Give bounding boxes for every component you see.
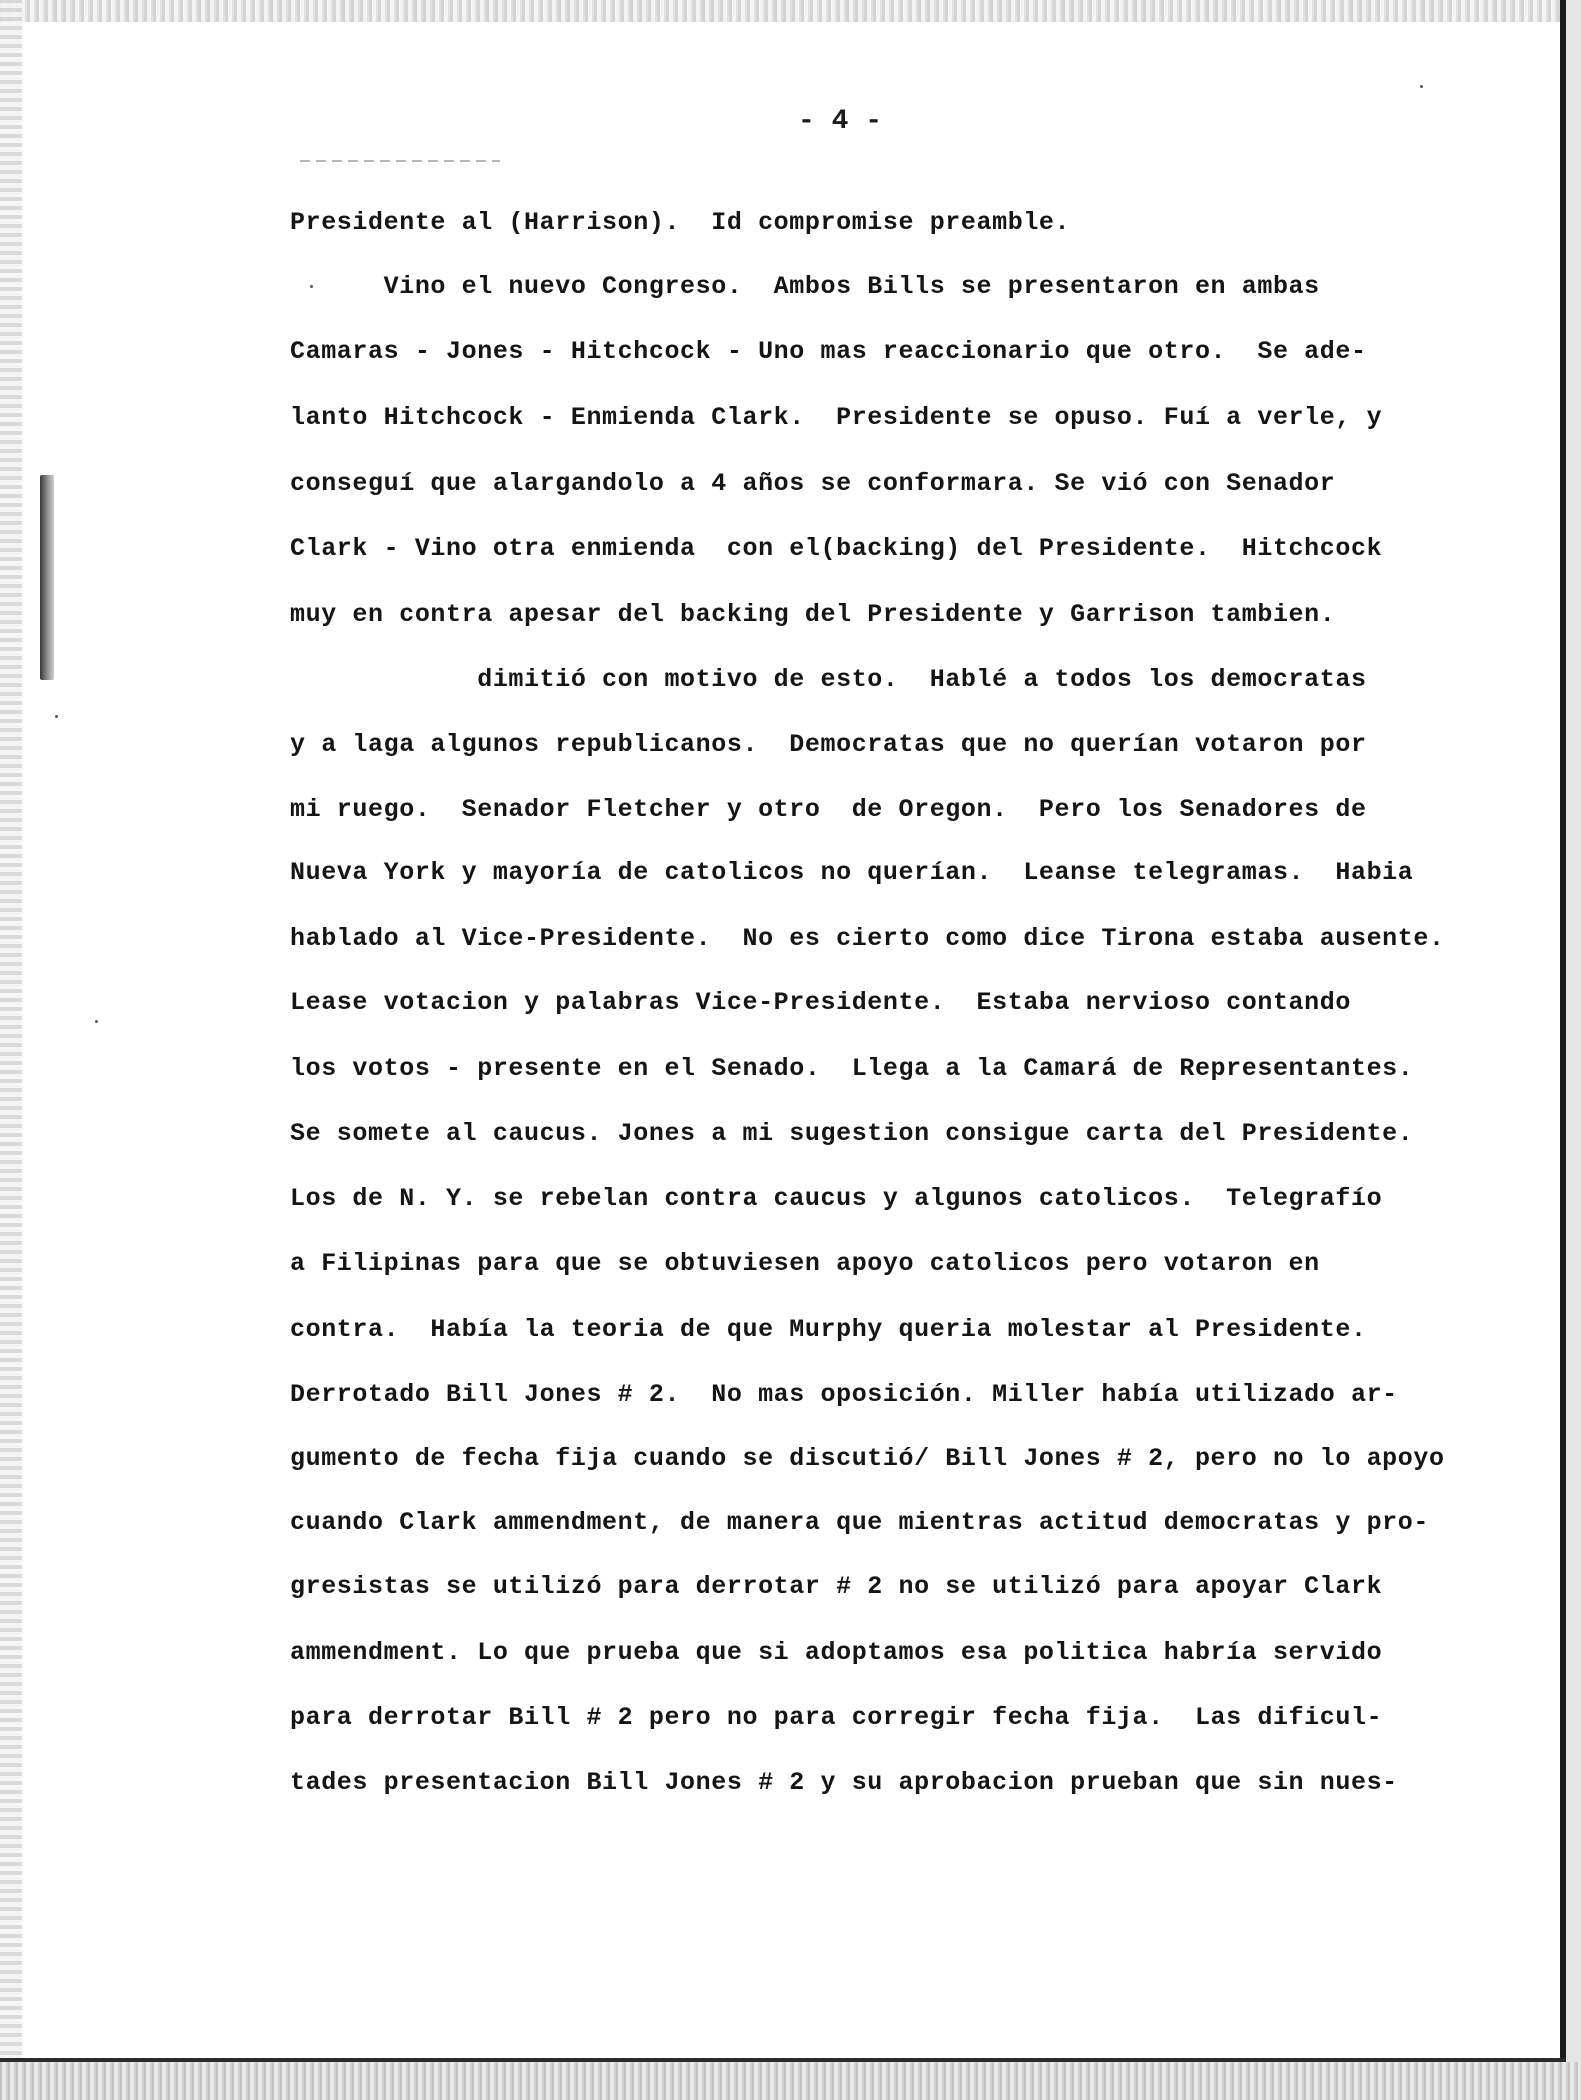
text-line: Vino el nuevo Congreso. Ambos Bills se presentaron en ambas — [290, 272, 1320, 301]
text-line: Los de N. Y. se rebelan contra caucus y algunos catolicos. Telegrafío — [290, 1184, 1383, 1213]
text-line: Camaras - Jones - Hitchcock - Uno mas reaccionario que otro. Se ade- — [290, 337, 1367, 366]
text-line: lanto Hitchcock - Enmienda Clark. Presidente se opuso. Fuí a verle, y — [290, 403, 1383, 432]
text-line: Derrotado Bill Jones # 2. No mas oposición. Miller había utilizado ar- — [290, 1380, 1398, 1409]
text-line: los votos - presente en el Senado. Llega a la Camará de Representantes. — [290, 1054, 1414, 1083]
text-line: gumento de fecha fija cuando se discutió/ Bill Jones # 2, pero no lo apoyo — [290, 1444, 1445, 1473]
text-line: contra. Había la teoria de que Murphy queria molestar al Presidente. — [290, 1315, 1367, 1344]
scan-speck — [95, 1020, 98, 1023]
scan-speck — [55, 715, 58, 718]
scan-bottom-edge — [0, 2062, 1581, 2100]
text-line: para derrotar Bill # 2 pero no para corregir fecha fija. Las dificul- — [290, 1703, 1383, 1732]
scan-left-edge — [0, 0, 22, 2100]
text-line: muy en contra apesar del backing del Presidente y Garrison tambien. — [290, 600, 1336, 629]
binding-tab — [40, 475, 54, 680]
scan-right-edge — [1566, 0, 1581, 2100]
text-line: gresistas se utilizó para derrotar # 2 no se utilizó para apoyar Clark — [290, 1572, 1383, 1601]
text-line: ammendment. Lo que prueba que si adoptamos esa politica habría servido — [290, 1638, 1383, 1667]
text-line: Lease votacion y palabras Vice-Presidente. Estaba nervioso contando — [290, 988, 1351, 1017]
text-line: Nueva York y mayoría de catolicos no querían. Leanse telegramas. Habia — [290, 858, 1414, 887]
text-line: mi ruego. Senador Fletcher y otro de Oregon. Pero los Senadores de — [290, 795, 1367, 824]
page-number: - 4 - — [797, 106, 882, 137]
text-line: Presidente al (Harrison). Id compromise preamble. — [290, 208, 1071, 237]
text-line: Clark - Vino otra enmienda con el(backing) del Presidente. Hitchcock — [290, 534, 1383, 563]
text-line: tades presentacion Bill Jones # 2 y su aprobacion prueban que sin nues- — [290, 1768, 1398, 1797]
text-line: hablado al Vice-Presidente. No es cierto como dice Tirona estaba ausente. — [290, 924, 1445, 953]
text-line: conseguí que alargandolo a 4 años se conformara. Se vió con Senador — [290, 469, 1336, 498]
text-line: cuando Clark ammendment, de manera que mientras actitud democratas y pro- — [290, 1508, 1429, 1537]
text-line: y a laga algunos republicanos. Democratas que no querían votaron por — [290, 730, 1367, 759]
typewritten-text — [290, 0, 1490, 2050]
text-line: Se somete al caucus. Jones a mi sugestion consigue carta del Presidente. — [290, 1119, 1414, 1148]
text-line: a Filipinas para que se obtuviesen apoyo catolicos pero votaron en — [290, 1249, 1320, 1278]
text-line: dimitió con motivo de esto. Hablé a todos los democratas — [290, 665, 1367, 694]
